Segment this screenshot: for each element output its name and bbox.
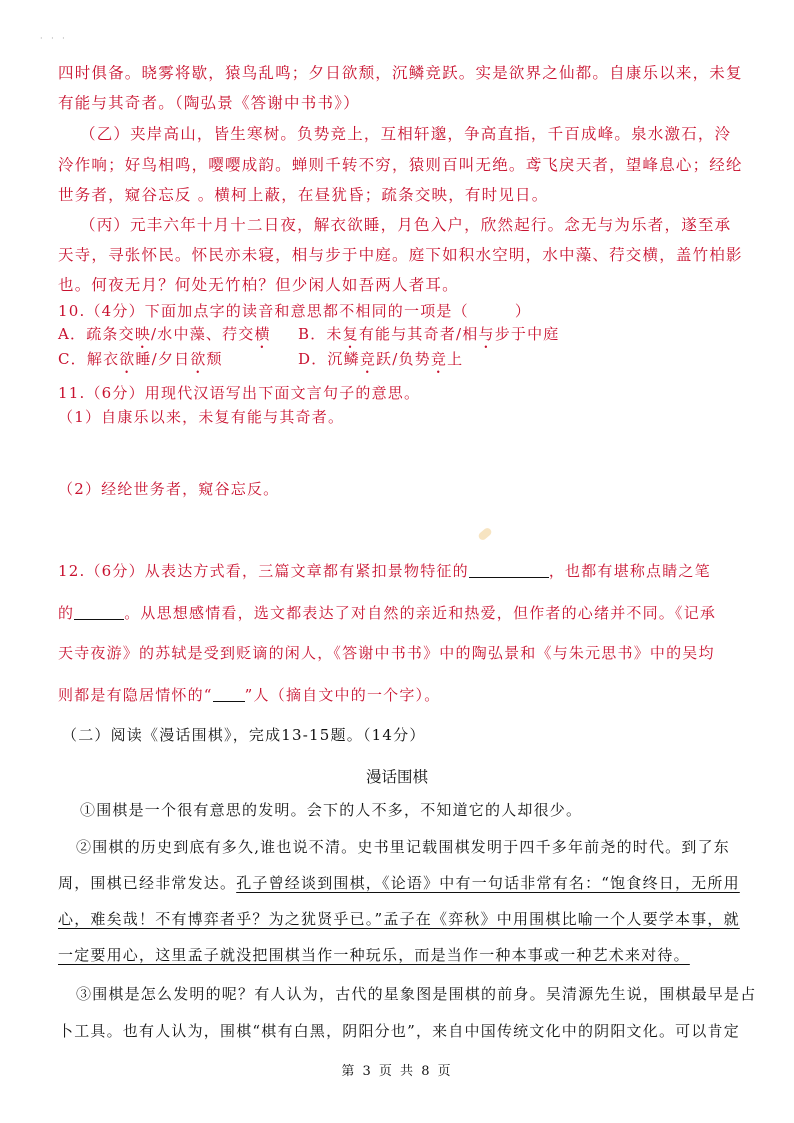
option-d-post: 上	[447, 350, 464, 368]
article-paragraph-2-line-3: 心，难矣哉！不有博弈者乎？为之犹贤乎已。”孟子在《弈秋》中用围棋比喻一个人要学本事，就	[58, 910, 740, 928]
option-b-text: B．未	[298, 325, 343, 343]
option-a-text: A．疏条交	[58, 325, 135, 343]
option-c-post: 颓	[206, 350, 223, 368]
p2-line2-plain: 周，围棋已经非常发达。	[58, 874, 237, 892]
option-c-dot-1: 欲	[119, 350, 136, 368]
q12-text-2: ，也都有堪称点睛之笔	[548, 562, 711, 580]
article-paragraph-3-line-1: ③围棋是怎么发明的呢？有人认为，古代的星象图是围棋的前身。吴清源先生说，围棋最早是占	[76, 985, 757, 1003]
section-2-heading: （二）阅读《漫话围棋》，完成13-15题。（14分）	[62, 726, 426, 744]
article-paragraph-2-line-2	[58, 872, 748, 894]
option-a-dot-2: 横	[254, 325, 271, 343]
p2-line2-underlined: 孔子曾经谈到围棋，《论语》中有一句话非常有名：“饱食终日，无所用	[236, 874, 740, 892]
corner-mark: · · ·	[40, 34, 68, 43]
option-c-mid: 睡/夕日	[135, 350, 191, 368]
q12-blank-3[interactable]	[213, 685, 245, 702]
option-b-mid: 有能与其奇者/相	[358, 325, 479, 343]
option-d-text: D．沉鳞	[298, 350, 360, 368]
q12-text-3: 的	[58, 604, 75, 622]
option-a-mid: /水中藻、荇交	[151, 325, 255, 343]
option-d	[298, 348, 748, 377]
q12-blank-2[interactable]	[74, 603, 124, 620]
option-d-dot-1: 竞	[359, 350, 377, 368]
passage-bing-line-1: （丙）元丰六年十月十二日夜，解衣欲睡，月色入户，欣然起行。念无与为乐者，遂至承	[80, 216, 732, 234]
q12-text-5: 则都是有隐居情怀的“	[58, 686, 213, 704]
option-c-dot-2: 欲	[190, 350, 207, 368]
option-c-text: C．解衣	[58, 350, 120, 368]
q10-stem-text: 10.（4分）下面加点字的读音和意思都不相同的一项是（	[58, 302, 469, 320]
option-b-post: 步于中庭	[494, 325, 560, 343]
page-footer: 第 3 页 共 8 页	[341, 1064, 453, 1079]
question-12-line-3: 天寺夜游》的苏轼是受到贬谪的闲人，《答谢中书书》中的陶弘景和《与朱元思书》中的吴均	[58, 644, 715, 662]
passage-yi-line-2: 泠作响；好鸟相鸣，嘤嘤成韵。蝉则千转不穷，猿则百叫无绝。鸢飞戾天者，望峰息心；经纶	[58, 156, 743, 174]
option-a-dot-1: 映	[134, 325, 152, 343]
passage-bing-line-2: 天寺，寻张怀民。怀民亦未寝，相与步于中庭。庭下如积水空明，水中藻、荇交横，盖竹柏影	[58, 246, 743, 264]
question-10-stem	[58, 300, 748, 322]
q12-text-6: ”人（摘自文中的一个字）。	[244, 686, 441, 704]
option-b-dot-1: 复	[342, 325, 359, 343]
option-b-dot-2: 与	[478, 325, 495, 343]
question-11-item-1: （1）自康乐以来，未复有能与其奇者。	[58, 408, 345, 426]
passage-bing-line-3: 也。何夜无月？何处无竹柏？但少闲人如吾两人者耳。	[58, 276, 459, 294]
q12-text-4: 。从思想感情看，选文都表达了对自然的亲近和热爱，但作者的心绪并不同。《记承	[124, 604, 717, 622]
passage-jia-line-1: 四时俱备。晓雾将歇，猿鸟乱鸣；夕日欲颓，沉鳞竞跃。实是欲界之仙都。自康乐以来，未复	[58, 64, 743, 82]
passage-yi-line-1: （乙）夹岸高山，皆生寒树。负势竞上，互相轩邈，争高直指，千百成峰。泉水激石，泠	[80, 125, 732, 143]
passage-jia-line-2: 有能与其奇者。（陶弘景《答谢中书书》）	[58, 94, 360, 112]
article-paragraph-1: ①围棋是一个很有意思的发明。会下的人不多，不知道它的人却很少。	[80, 801, 583, 819]
article-title: 漫话围棋	[365, 768, 428, 786]
option-d-mid: 跃/负势	[376, 350, 431, 368]
option-c	[58, 348, 308, 377]
scan-smudge	[477, 526, 493, 541]
article-paragraph-2-line-1: ②围棋的历史到底有多久,谁也说不清。史书里记载围棋发明于四千多年前尧的时代。到了东	[76, 838, 730, 856]
question-12-line-1	[58, 560, 748, 582]
option-d-dot-2: 竞	[430, 350, 448, 368]
question-12-line-2	[58, 602, 748, 624]
article-paragraph-2-line-4: 一定要用心，这里孟子就没把围棋当作一种玩乐，而是当作一种本事或一种艺术来对待。	[58, 946, 690, 964]
passage-yi-line-3: 世务者，窥谷忘反 。横柯上蔽，在昼犹昏；疏条交映，有时见日。	[58, 186, 549, 204]
article-paragraph-3-line-2: 卜工具。也有人认为，围棋“棋有白黑，阴阳分也”，来自中国传统文化中的阴阳文化。可以肯定	[58, 1022, 740, 1040]
q12-blank-1[interactable]	[469, 561, 549, 578]
question-11-item-2: （2）经纶世务者，窥谷忘反。	[58, 480, 280, 498]
q12-text-1: 12.（6分）从表达方式看，三篇文章都有紧扣景物特征的	[58, 562, 469, 580]
question-12-line-4	[58, 684, 748, 706]
q10-answer-space[interactable]	[469, 302, 515, 318]
question-11-stem: 11.（6分）用现代汉语写出下面文言句子的意思。	[58, 384, 421, 402]
q10-stem-end: ）	[514, 302, 532, 320]
